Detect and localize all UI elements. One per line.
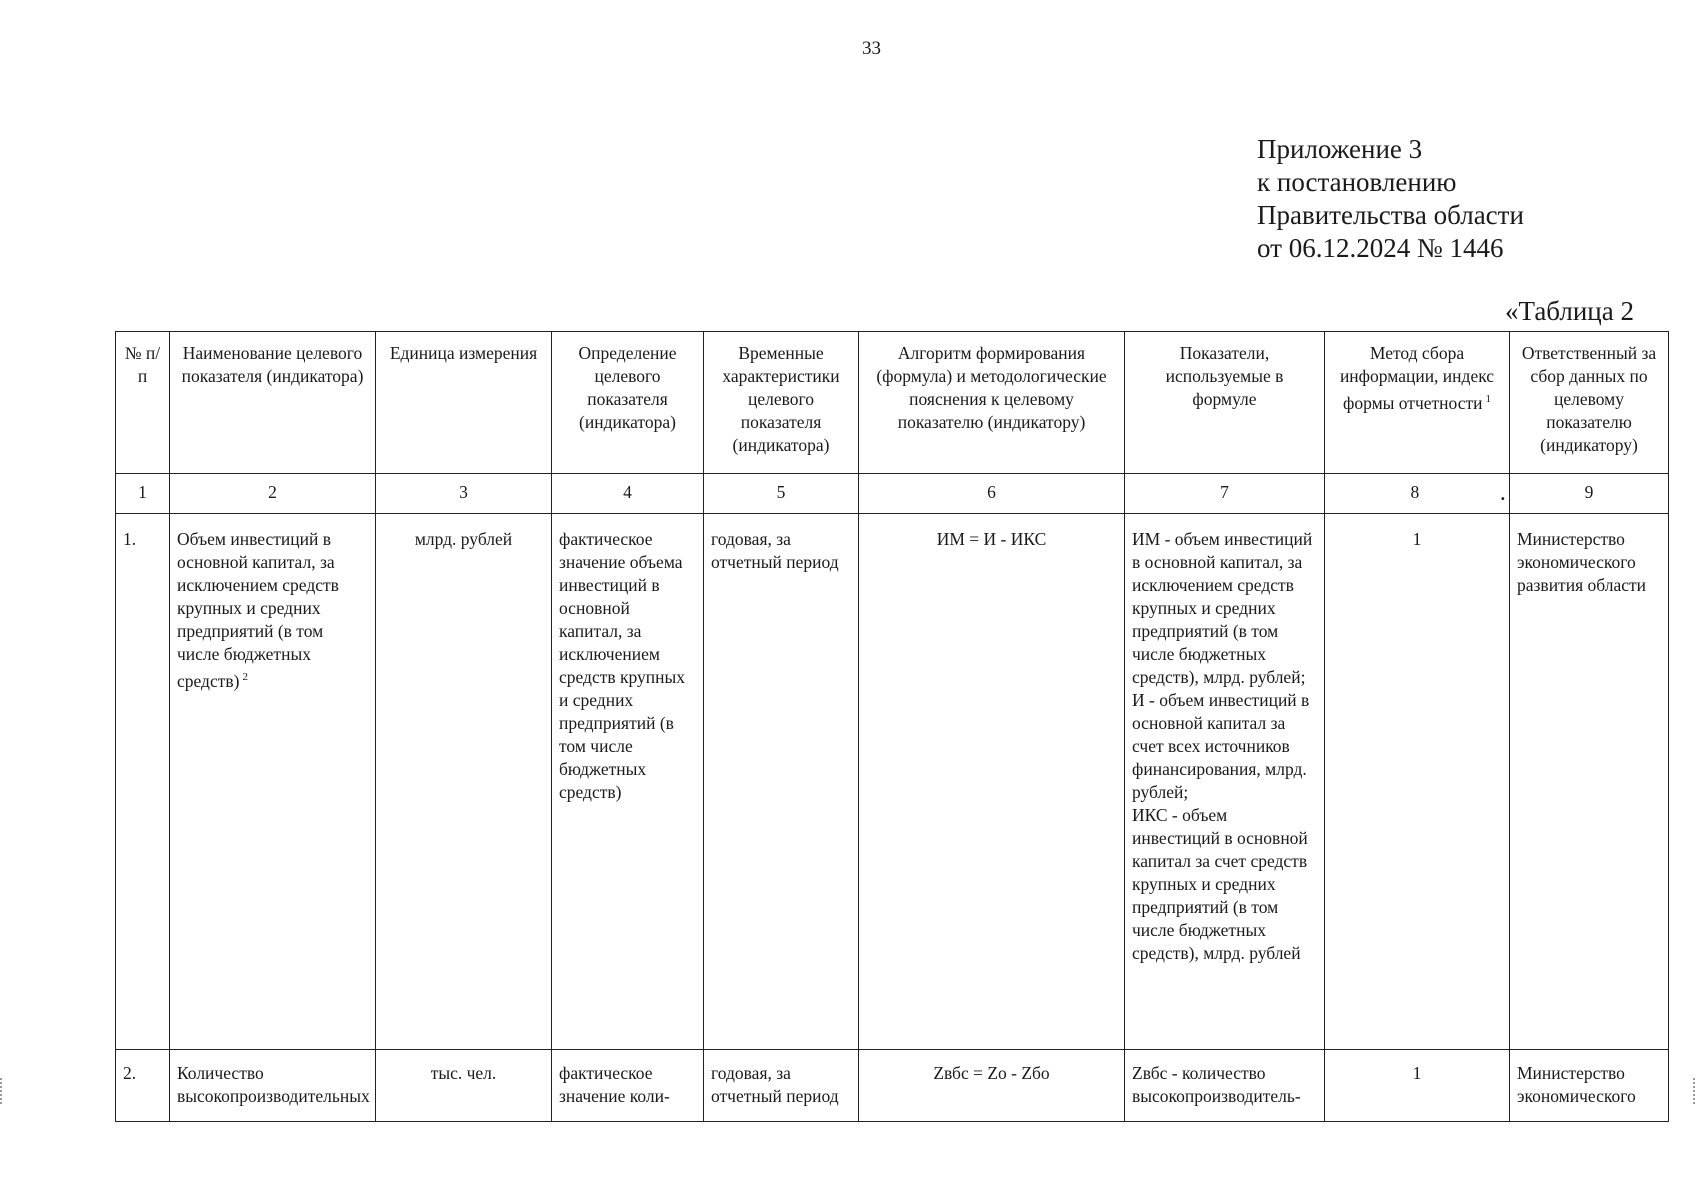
column-number: 8 [1410,482,1420,502]
row-method: 1 [1325,514,1510,1050]
row-responsible: Министерство экономического [1510,1050,1669,1122]
column-number: 2 [170,474,376,514]
table-row [116,1050,1669,1122]
header-cell-formula: Алгоритм формирования (формула) и методологические пояснения к целевому показателю (индикатору) [859,332,1125,474]
column-mark: . [1500,484,1505,504]
column-number: 9 [1510,474,1669,514]
row-responsible: Министерство экономического развития области [1510,514,1669,1050]
page-number: 33 [862,38,881,59]
column-number: 7 [1125,474,1325,514]
variable-description: Zвбс - количество высокопроизводитель- [1132,1063,1301,1106]
right-margin-mark [1693,1078,1697,1104]
header-cell-responsible: Ответственный за сбор данных по целевому показателю (индикатору) [1510,332,1669,474]
header-cell-definition: Определение целевого показателя (индикатора) [552,332,704,474]
header-cell-period: Временные характеристики целевого показателя (индикатора) [704,332,859,474]
column-number-cell [1325,474,1510,514]
row-footnote-mark: 2 [242,671,248,683]
appendix-line-3: Правительства области [1257,200,1524,230]
header-cell-unit: Единица измерения [376,332,552,474]
header-cell-name: Наименование целевого показателя (индикатора) [170,332,376,474]
appendix-heading [1257,133,1524,265]
row-variables-cell [1125,1050,1325,1122]
row-name: Объем инвестиций в основной капитал, за исключением средств крупных и средних предприятий (в том числе бюджетных средств) [177,529,339,691]
row-name: Количество высокопроизводительных [170,1050,376,1122]
appendix-line-2: к постановлению [1257,167,1457,197]
variable-description: ИМ - объем инвестиций в основной капитал, за исключением средств крупных и средних предприятий (в том числе бюджетных средств), млрд. рублей; [1132,529,1313,687]
header-cell-method [1325,332,1510,474]
column-number: 6 [859,474,1125,514]
table-caption: «Таблица 2 [1505,296,1634,326]
row-formula: ИМ = И - ИКС [859,514,1125,1050]
row-num: 2. [116,1050,170,1122]
row-unit: млрд. рублей [376,514,552,1050]
indicators-table [115,331,1669,1122]
row-formula: Zвбс = Zо - Zбо [859,1050,1125,1122]
column-number: 3 [376,474,552,514]
row-variables-cell [1125,514,1325,1050]
row-name-cell [170,514,376,1050]
column-number: 4 [552,474,704,514]
column-number: 1 [116,474,170,514]
header-footnote-mark: 1 [1485,393,1491,405]
appendix-line-4: от 06.12.2024 № 1446 [1257,233,1504,263]
appendix-line-1: Приложение 3 [1257,134,1423,164]
header-cell-num: № п/п [116,332,170,474]
column-number-row [116,474,1669,514]
table-header-row [116,332,1669,474]
row-definition: фактическое значение коли- [552,1050,704,1122]
row-num: 1. [116,514,170,1050]
table-row [116,514,1669,1050]
row-period: годовая, за отчетный период [704,514,859,1050]
row-period: годовая, за отчетный период [704,1050,859,1122]
column-number: 5 [704,474,859,514]
variable-description: ИКС - объем инвестиций в основной капитал за счет средств крупных и средних предприятий (в том числе бюджетных средств), млрд. рублей [1132,805,1308,963]
row-unit: тыс. чел. [376,1050,552,1122]
row-definition: фактическое значение объема инвестиций в основной капитал, за исключением средств крупных и средних предприятий (в том числе бюджетных средств) [552,514,704,1050]
variable-description: И - объем инвестиций в основной капитал за счет всех источников финансирования, млрд. рублей; [1132,690,1310,802]
row-method: 1 [1325,1050,1510,1122]
header-cell-variables: Показатели, используемые в формуле [1125,332,1325,474]
left-margin-mark [0,1078,4,1104]
header-method-text: Метод сбора информации, индекс формы отчетности [1339,343,1495,413]
